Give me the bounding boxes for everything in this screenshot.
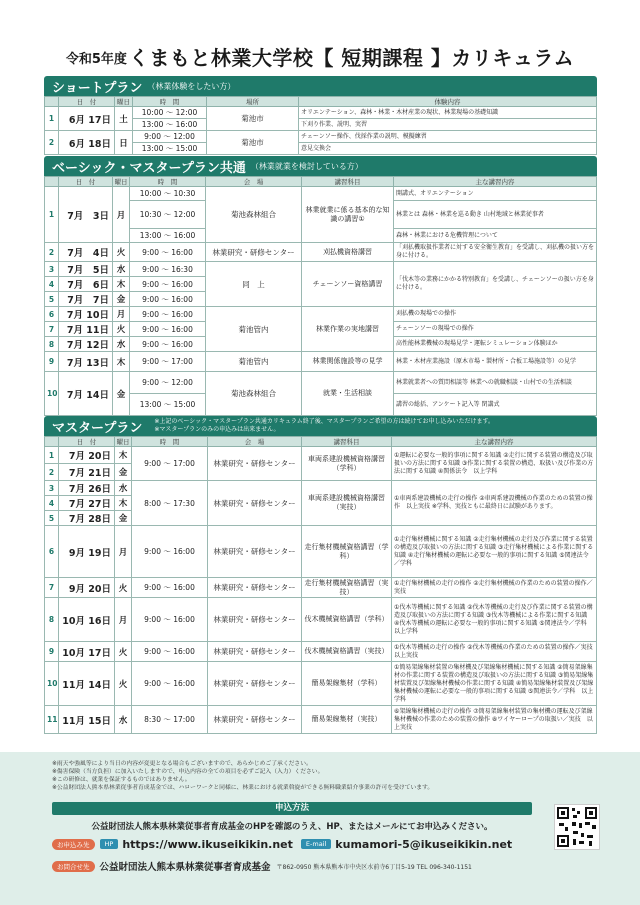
footer-panel <box>0 752 640 905</box>
contact-label: お申込み先 <box>52 839 95 850</box>
table-row: 9 7月 13日 木 9:00 ～ 17:00 菊池管内 林業関係施設等の見学 林業・木材産業施設（原木市場・製材所・合板工場施設等）の見学 <box>45 352 597 372</box>
table-row: 4 7月 6日 木 9:00 ～ 16:00 <box>45 277 597 292</box>
notes: ※雨天や強風等により当日の内容が変更となる場合もございますので、あらかじめご了承ください。 ※傷害保険（当方負担）に加入いたしますので、申込内容の全ての項目を必ずご記入（入力）ください。 ※この研修は、就業を保証するものではありません。 ※公益財団法人熊本県林業従事者育成基金では、ハローワークと同様に、林業における就業斡旋ができる無料職業紹介事業の許可を受けています。 <box>52 761 434 791</box>
apply-text: 公益財団法人熊本県林業従事者育成基金のHPを確認のうえ、HP、またはメールにてお申込みください。 <box>91 822 493 832</box>
table-row: 2 7月 21日 金 <box>45 464 597 481</box>
table-row: 1 7月 20日 木 9:00 ～ 17:00 林業研究・研修センター 車両系建設機械資格講習（学科） ①運転に必要な一般的事項に関する知識 ②走行に関する装置の構造及び取扱いの方法に関する知識 ③作業に関する装置の構造、取扱い及び作業の方法に関する知識 ④関係法令 以上学科 <box>45 447 597 464</box>
contact-row <box>52 836 542 852</box>
qr-code-graphic <box>555 805 599 849</box>
table-row: 10 11月 14日 火 9:00 ～ 16:00 林業研究・研修センター 簡易架線集材（学科） ①簡易架線集材装置の集材機及び架線集材機械に関する知識 ②簡易架線集材の作業に関する装置の構造及び取扱いの方法に関する知識 ③簡易架線集材装置及び架線集材機械の作業に関する知識 ④簡易架線集材装置及び架線集材機械の運転に必要な一般的事項に関する知識 ⑤関連法令／学科 以上学科 <box>45 662 597 706</box>
short-plan-subtitle: （林業体験をしたい方） <box>147 81 236 91</box>
short-plan-section <box>44 76 597 155</box>
email-label: E-mail <box>301 839 331 849</box>
table-row: 2 7月 4日 火 9:00 ～ 16:00 林業研究・研修センター 刈払機資格講習 「刈払機取扱作業者に対する安全衛生教育」を受講し、刈払機の扱い方を身に付ける。 <box>45 243 597 262</box>
short-plan-table: 日 付 曜日 時 間 場所 体験内容 1 6月 17日 土 10:00 ～ 12:00 菊池市 オリエンテーション、森林・林業・木材産業の現状、林業現場の基礎知識 13:00 ～ 16:00 下刈り作業、説明、実習 2 6月 18日 日 9:00 ～ 12:00 菊池市 チェーンソー操作、伐採作業の説明、模擬練習 13:00 ～ 15:00 意見交換会 <box>44 96 597 155</box>
table-row: 11 11月 15日 水 8:30 ～ 17:00 林業研究・研修センター 簡易架線集材（実技） ⑥架線集材機械の走行の操作 ⑦簡易架線集材装置の集材機の運転及び架線集材機械の作業のための装置の操作 ⑧ワイヤーロープの取扱い／実技 以上実技 <box>45 706 597 734</box>
qr-code-icon[interactable] <box>554 804 600 850</box>
organization-name: 公益財団法人熊本県林業従事者育成基金 <box>99 862 271 873</box>
table-row: 7 7月 11日 火 9:00 ～ 16:00 チェーンソーの現場での操作 <box>45 322 597 337</box>
basic-plan-section <box>44 156 597 416</box>
short-plan-title: ショートプラン <box>52 80 143 96</box>
col-date: 日 付 <box>59 97 115 107</box>
table-row: 2 6月 18日 日 9:00 ～ 12:00 菊池市 チェーンソー操作、伐採作業の説明、模擬練習 <box>45 131 597 143</box>
table-row: 7 9月 20日 火 9:00 ～ 16:00 林業研究・研修センター 走行集材機械資格講習（実技） ①走行集材機械の走行の操作 ②走行集材機械の作業のための装置の操作／実技 <box>45 578 597 598</box>
basic-plan-subtitle: （林業就業を検討している方） <box>250 161 363 171</box>
title-prefix: 令和5年度 <box>65 52 127 67</box>
title-main: くまもと林業大学校【 短期課程 】カリキュラム <box>128 46 575 70</box>
col-time: 時 間 <box>133 97 207 107</box>
table-row: 8 10月 16日 月 9:00 ～ 16:00 林業研究・研修センター 伐木機械資格講習（学科） ①伐木等機械に関する知識 ②伐木等機械の走行及び作業に関する装置の構造及び取扱いの方法に関する知識 ③伐木等機械による作業に関する知識 ④伐木等機械の運転に必要な一般的事項に関する知識 ⑤関連法令／学科 以上学科 <box>45 598 597 642</box>
table-row: 1 7月 3日 月 10:00 ～ 10:30 菊池森林組合 林業就業に係る基本的な知識の講習① 開講式、オリエンテーション <box>45 187 597 201</box>
table-row: 3 7月 26日 水 8:00 ～ 17:30 林業研究・研修センター 車両系建設機械資格講習（実技） ①車両系建設機械の走行の操作 ②車両系建設機械の作業のための装置の操作 以上実技 ※学科、実技ともに最終日に試験があります。 <box>45 481 597 496</box>
master-plan-table: 日 付 曜日 時 間 会 場 講習科目 主な講習内容 1 7月 20日 木 9:00 ～ 17:00 林業研究・研修センター 車両系建設機械資格講習（学科） ①運転に必要な一般的事項に関する知識 ②走行に関する装置の構造及び取扱いの方法に関する知識 ③作業に関する装置の構造、取扱い及び作業の方法に関する知識 ④関係法令 以上学科 2 7月 21日 金 3 7月 26日 水 8:00 ～ 17:30 林業研究・研修センター 車両系建設機械資格講習（実技） ①車両系建設機械の走行の操作 ②車両系建設機械の作業のための装置の操作 以上実技 ※学科、実技ともに最終日に試験があります。 4 7月 27日 木 5 7月 28日 金 6 9月 19日 月 9:00 ～ 16:00 林業研究・研修センター 走行集材機械資格講習（学科） ①走行集材機械に関する知識 ②走行集材機械の走行及び作業に関する装置の構造及び取扱いの方法に関する知識 ③走行集材機械による作業に関する知識 ④走行集材機械の運転に必要な一般的事項に関する知識 ⑤関連法令／学科 7 9月 20日 火 9:00 ～ 16:00 林業研究・研修センター 走行集材機械資格講習（実技） ①走行集材機械の走行の操作 ②走行集材機械の作業のための装置の操作／実技 8 10月 16日 月 9:00 ～ 16:00 林業研究・研修センター 伐木機械資格講習（学科） ①伐木等機械に関する知識 ②伐木等機械の走行及び作業に関する装置の構造及び取扱いの方法に関する知識 ③伐木等機械による作業に関する知識 ④伐木等機械の運転に必要な一般的事項に関する知識 ⑤関連法令／学科 以上学科 9 10月 17日 火 9:00 ～ 16:00 林業研究・研修センター 伐木機械資格講習（実技） ①伐木等機械の走行の操作 ②伐木等機械の作業のための装置の操作／実技 以上実技 10 11月 14日 火 9:00 ～ 16:00 林業研究・研修センター 簡易架線集材（学科） ①簡易架線集材装置の集材機及び架線集材機械に関する知識 ②簡易架線集材の作業に関する装置の構造及び取扱いの方法に関する知識 ③簡易架線集材装置及び架線集材機械の作業に関する知識 ④簡易架線集材装置及び架線集材機械の運転に必要な一般的事項に関する知識 ⑤関連法令／学科 以上学科 11 11月 15日 水 8:30 ～ 17:00 林業研究・研修センター 簡易架線集材（実技） ⑥架線集材機械の走行の操作 ⑦簡易架線集材装置の集材機の運転及び架線集材機械の作業のための装置の操作 ⑧ワイヤーロープの取扱い／実技 以上実技 <box>44 436 597 734</box>
col-content: 体験内容 <box>299 97 597 107</box>
basic-plan-header <box>44 156 597 176</box>
table-row: 6 9月 19日 月 9:00 ～ 16:00 林業研究・研修センター 走行集材機械資格講習（学科） ①走行集材機械に関する知識 ②走行集材機械の走行及び作業に関する装置の構造及び取扱いの方法に関する知識 ③走行集材機械による作業に関する知識 ④走行集材機械の運転に必要な一般的事項に関する知識 ⑤関連法令／学科 <box>45 526 597 578</box>
basic-plan-title: ベーシック・マスタープラン共通 <box>52 160 246 176</box>
master-plan-header <box>44 416 597 436</box>
master-plan-note: ※上記のベーシック・マスタープラン共通カリキュラム終了後、マスタープランご希望の方は続けてお申し込みいただけます。 ※マスタープランのみの申込みは出来ません。 <box>154 418 495 433</box>
email-link[interactable]: kumamori-5@ikuseikikin.net <box>335 837 513 851</box>
table-row: 9 10月 17日 火 9:00 ～ 16:00 林業研究・研修センター 伐木機械資格講習（実技） ①伐木等機械の走行の操作 ②伐木等機械の作業のための装置の操作／実技 以上実技 <box>45 642 597 662</box>
master-plan-section <box>44 416 597 734</box>
table-row: 1 6月 17日 土 10:00 ～ 12:00 菊池市 オリエンテーション、森林・林業・木材産業の現状、林業現場の基礎知識 <box>45 107 597 119</box>
page-title <box>40 44 600 70</box>
hp-label: HP <box>100 839 119 849</box>
website-link[interactable]: https://www.ikuseikikin.net <box>122 837 293 851</box>
table-row: 6 7月 10日 月 9:00 ～ 16:00 菊池管内 林業作業の実地講習 刈払機の現場での操作 <box>45 307 597 322</box>
inquiry-row <box>52 858 552 874</box>
apply-heading: 申込方法 <box>52 802 532 815</box>
col-dow: 曜日 <box>115 97 133 107</box>
col-place: 場所 <box>207 97 299 107</box>
table-row: 4 7月 27日 木 <box>45 496 597 511</box>
table-row: 8 7月 12日 水 9:00 ～ 16:00 高性能林業機械の現場見学・運転シミュレーション体験ほか <box>45 337 597 352</box>
inquiry-label: お問合せ先 <box>52 861 95 872</box>
short-plan-header <box>44 76 597 96</box>
table-row: 10 7月 14日 金 9:00 ～ 12:00 菊池森林組合 就業・生活相談 林業就業者への質問相談等 林業への就職相談・山村での生活相談 <box>45 372 597 394</box>
table-row: 5 7月 7日 金 9:00 ～ 16:00 <box>45 292 597 307</box>
basic-plan-table: 日 付 曜日 時 間 会 場 講習科目 主な講習内容 1 7月 3日 月 10:00 ～ 10:30 菊池森林組合 林業就業に係る基本的な知識の講習① 開講式、オリエンテーション 10:30 ～ 12:00 林業とは 森林・林業を巡る動き 山村地域と林業従事者 13:00 ～ 16:00 森林・林業における危機管理について 2 7月 4日 火 9:00 ～ 16:00 林業研究・研修センター 刈払機資格講習 「刈払機取扱作業者に対する安全衛生教育」を受講し、刈払機の扱い方を身に付ける。 3 7月 5日 水 9:00 ～ 16:30 同 上 チェーンソー資格講習 「伐木等の業務にかかる特別教育」を受講し、チェーンソーの扱い方を身に付ける。 4 7月 6日 木 9:00 ～ 16:00 5 7月 7日 金 9:00 ～ 16:00 6 7月 10日 月 9:00 ～ 16:00 菊池管内 林業作業の実地講習 刈払機の現場での操作 7 7月 11日 火 9:00 ～ 16:00 チェーンソーの現場での操作 8 7月 12日 水 9:00 ～ 16:00 高性能林業機械の現場見学・運転シミュレーション体験ほか 9 7月 13日 木 9:00 ～ 17:00 菊池管内 林業関係施設等の見学 林業・木材産業施設（原木市場・製材所・合板工場施設等）の見学 10 7月 14日 金 9:00 ～ 12:00 菊池森林組合 就業・生活相談 林業就業者への質問相談等 林業への就職相談・山村での生活相談 13:00 ～ 15:00 講習の総括、アンケート記入等 閉講式 <box>44 176 597 416</box>
table-row: 3 7月 5日 水 9:00 ～ 16:30 同 上 チェーンソー資格講習 「伐木等の業務にかかる特別教育」を受講し、チェーンソーの扱い方を身に付ける。 <box>45 262 597 277</box>
master-plan-title: マスタープラン <box>52 420 143 436</box>
address: 〒862-0950 熊本県熊本市中央区水前寺6丁目5-19 TEL 096-340-1151 <box>276 863 472 871</box>
table-row: 5 7月 28日 金 <box>45 511 597 526</box>
